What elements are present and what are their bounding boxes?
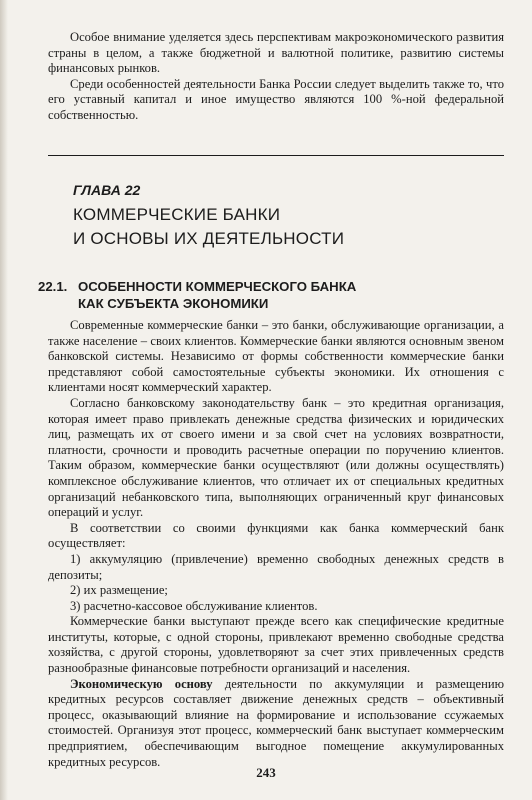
page-edge-shadow	[0, 0, 8, 800]
section-heading	[38, 278, 498, 312]
list-item: 1) аккумуляцию (привлечение) временно свободных денежных средств в депозиты;	[48, 551, 504, 582]
paragraph-rest: деятельности по аккумуляции и размещению кредитных ресурсов составляет движение денежных средств – объективный процесс, оказывающий влияние на формирование и использование ссужаемых стоимостей. Организуя этот процесс, коммерческий банк выступает коммерческим предприятием, обеспечивающим выгодное помещение аккумулированных кредитных ресурсов.	[48, 676, 504, 769]
chapter-label: ГЛАВА 22	[73, 182, 141, 198]
chapter-divider-rule	[48, 155, 504, 156]
intro-text	[48, 30, 504, 124]
paragraph: В соответствии со своими функциями как банка коммерческий банк осуществляет:	[48, 520, 504, 551]
list-item: 3) расчетно-кассовое обслуживание клиентов.	[70, 598, 318, 613]
chapter-title-line: КОММЕРЧЕСКИЕ БАНКИ	[73, 205, 281, 224]
page-number: 243	[256, 765, 276, 780]
section-body	[48, 318, 504, 770]
list-item: 2) их размещение;	[70, 583, 168, 598]
section-number: 22.1.	[38, 279, 68, 294]
paragraph: Современные коммерческие банки – это банки, обслуживающие организации, а также население – своих клиентов. Коммерческие банки являются основным звеном банковской системы. Независимо от формы собственности коммерческие банки представляют собой самостоятельные субъекты экономики. Их отношения с клиентами носят коммерческий характер.	[48, 318, 504, 395]
paragraph	[48, 677, 504, 771]
paragraph: Среди особенностей деятельности Банка России следует выделить также то, что его уставный капитал и иное имущество являются 100 %-ной федеральной собственностью.	[48, 76, 504, 122]
section-title-line: КАК СУБЪЕКТА ЭКОНОМИКИ	[78, 296, 269, 311]
paragraph: Коммерческие банки выступают прежде всего как специфические кредитные институты, которые, с одной стороны, привлекают временно свободные средства хозяйства, с другой стороны, удовлетворяют за счет этих привлеченных средств разнообразные финансовые потребности организаций и населения.	[48, 614, 504, 676]
chapter-title	[73, 203, 493, 251]
emphasis-term: Экономическую основу	[70, 676, 213, 691]
section-title	[78, 278, 356, 312]
chapter-title-line: И ОСНОВЫ ИХ ДЕЯТЕЛЬНОСТИ	[73, 229, 345, 248]
paragraph: Согласно банковскому законодательству банк – это кредитная организация, которая имеет право привлекать денежные средства физических и юридических лиц, размещать их от своего имени и за свой счет на условиях возвратности, платности, срочности и проводить расчетные операции по поручению клиентов. Таким образом, коммерческие банки осуществляют (или должны осуществлять) комплексное обслуживание клиентов, что отличает их от специальных кредитных организаций небанковского типа, выполняющих ограниченный круг финансовых операций и услуг.	[48, 395, 504, 520]
section-title-line: ОСОБЕННОСТИ КОММЕРЧЕСКОГО БАНКА	[78, 279, 357, 294]
paragraph: Особое внимание уделяется здесь перспективам макроэкономического развития страны в целом, а также бюджетной и валютной политике, развитию системы финансовых рынков.	[48, 30, 504, 76]
